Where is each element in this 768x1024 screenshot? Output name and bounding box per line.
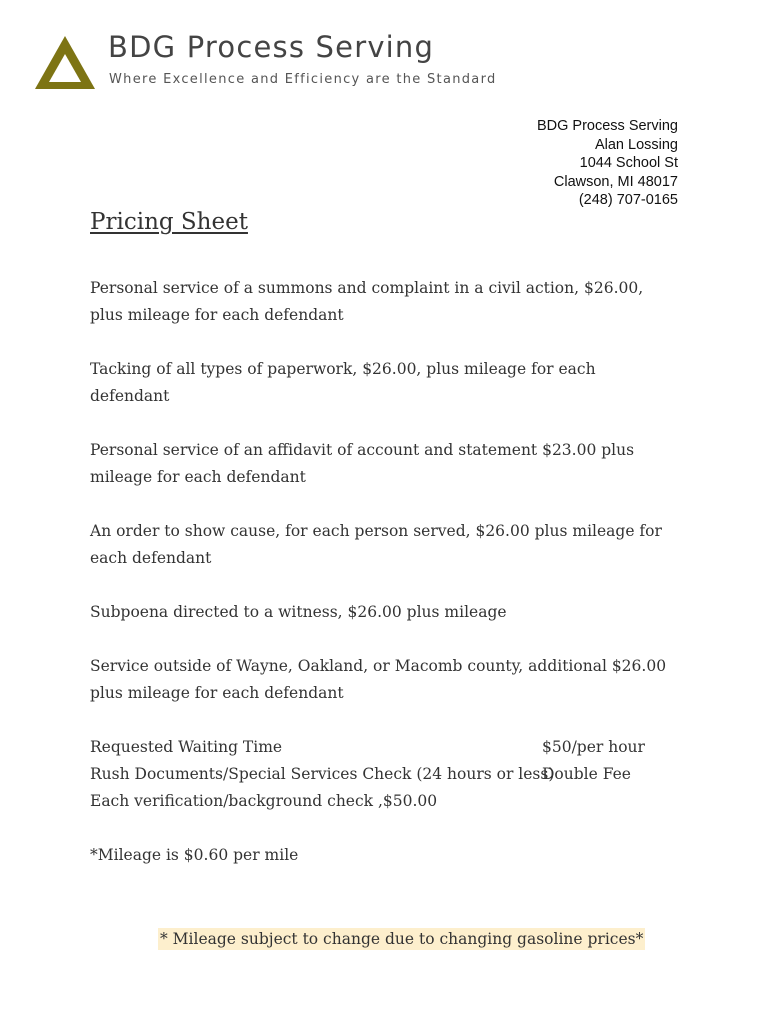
page-title: Pricing Sheet — [90, 209, 248, 235]
service-item: Subpoena directed to a witness, $26.00 plus mileage — [90, 603, 507, 621]
address-phone: (248) 707-0165 — [578, 192, 678, 209]
brand-name: BDG Process Serving — [108, 30, 435, 64]
fee-label: Each verification/background check ,$50.00 — [90, 792, 438, 810]
highlighted-footer-note: * Mileage subject to change due to changing gasoline prices* — [160, 930, 644, 948]
service-item: Tacking of all types of paperwork, $26.00, plus mileage for each defendant — [90, 360, 596, 405]
address-contact: Alan Lossing — [594, 136, 678, 153]
address-company: BDG Process Serving — [536, 118, 678, 134]
mileage-note: *Mileage is $0.60 per mile — [90, 846, 299, 864]
fee-row — [90, 761, 675, 788]
fee-row — [90, 734, 675, 761]
address-city: Clawson, MI 48017 — [553, 173, 678, 190]
fee-value: $50/per hour — [542, 738, 645, 756]
pricing-content — [90, 275, 675, 896]
service-item: An order to show cause, for each person served, $26.00 plus mileage for each defendant — [90, 522, 662, 567]
service-item: Personal service of a summons and complaint in a civil action, $26.00, plus mileage for each defendant — [90, 279, 644, 324]
fee-label: Requested Waiting Time — [90, 738, 283, 756]
service-item: Personal service of an affidavit of account and statement $23.00 plus mileage for each defendant — [90, 441, 635, 486]
fee-table — [90, 734, 675, 815]
fee-row — [90, 788, 675, 815]
contact-address-block — [537, 117, 678, 210]
service-item: Service outside of Wayne, Oakland, or Macomb county, additional $26.00 plus mileage for each defendant — [90, 657, 667, 702]
fee-value: Double Fee — [542, 765, 631, 783]
fee-label: Rush Documents/Special Services Check (24 hours or less) — [90, 765, 555, 783]
brand-tagline: Where Excellence and Efficiency are the Standard — [109, 72, 497, 87]
triangle-logo-icon — [34, 34, 96, 90]
address-street: 1044 School St — [579, 155, 678, 172]
